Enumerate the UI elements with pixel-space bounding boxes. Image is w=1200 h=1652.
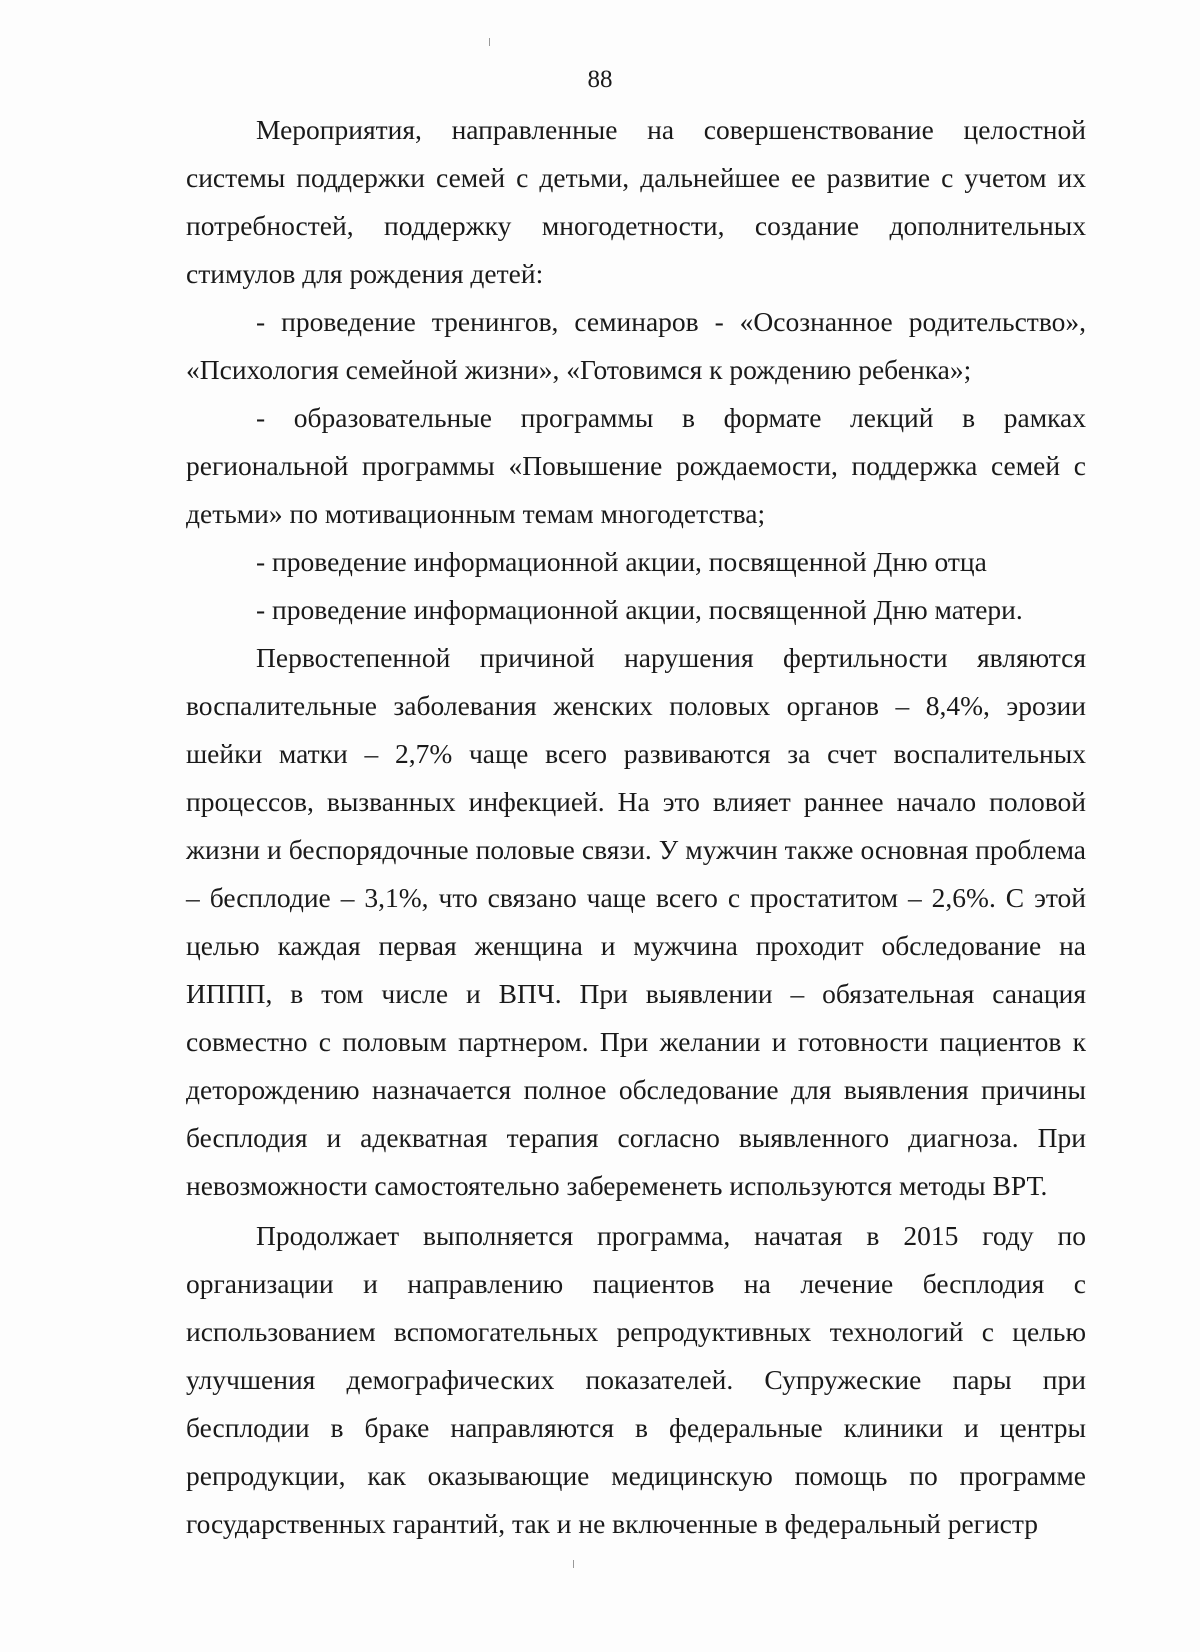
document-body <box>186 106 1086 1548</box>
list-item-trainings: - проведение тренингов, семинаров - «Осознанное родительство», «Психология семейной жизни», «Готовимся к рождению ребенка»; <box>186 306 1086 385</box>
list-item-mother-day: - проведение информационной акции, посвященной Дню матери. <box>256 594 1023 625</box>
paragraph-intro: Мероприятия, направленные на совершенствование целостной системы поддержки семей с детьми, дальнейшее ее развитие с учетом их потребностей, поддержку многодетности, создание дополнительных стимулов для рождения детей: <box>186 114 1086 289</box>
list-item-father-day: - проведение информационной акции, посвященной Дню отца <box>256 546 987 577</box>
list-item-programs: - образовательные программы в формате лекций в рамках региональной программы «Повышение рождаемости, поддержка семей с детьми» по мотивационным темам многодетства; <box>186 402 1086 529</box>
paragraph-fertility: Первостепенной причиной нарушения фертильности являются воспалительные заболевания женских половых органов – 8,4%, эрозии шейки матки – 2,7% чаще всего развиваются за счет воспалительных процессов, вызванных инфекцией. На это влияет раннее начало половой жизни и беспорядочные половые связи. У мужчин также основная проблема – бесплодие – 3,1%, что связано чаще всего с простатитом – 2,6%. С этой целью каждая первая женщина и мужчина проходит обследование на ИППП, в том числе и ВПЧ. При выявлении – обязательная санация совместно с половым партнером. При желании и готовности пациентов к деторождению назначается полное обследование для выявления причины бесплодия и адекватная терапия согласно выявленного диагноза. При невозможности самостоятельно забеременеть используются методы ВРТ. <box>186 642 1086 1201</box>
paragraph-program: Продолжает выполняется программа, начатая в 2015 году по организации и направлению пациентов на лечение бесплодия с использованием вспомогательных репродуктивных технологий с целью улучшения демографических показателей. Супружеские пары при бесплодии в браке направляются в федеральные клиники и центры репродукции, как оказывающие медицинскую помощь по программе государственных гарантий, так и не включенные в федеральный регистр <box>186 1220 1086 1539</box>
scan-mark-bottom <box>573 1560 574 1568</box>
page-number: 88 <box>587 66 613 93</box>
scan-mark-top <box>489 38 490 46</box>
